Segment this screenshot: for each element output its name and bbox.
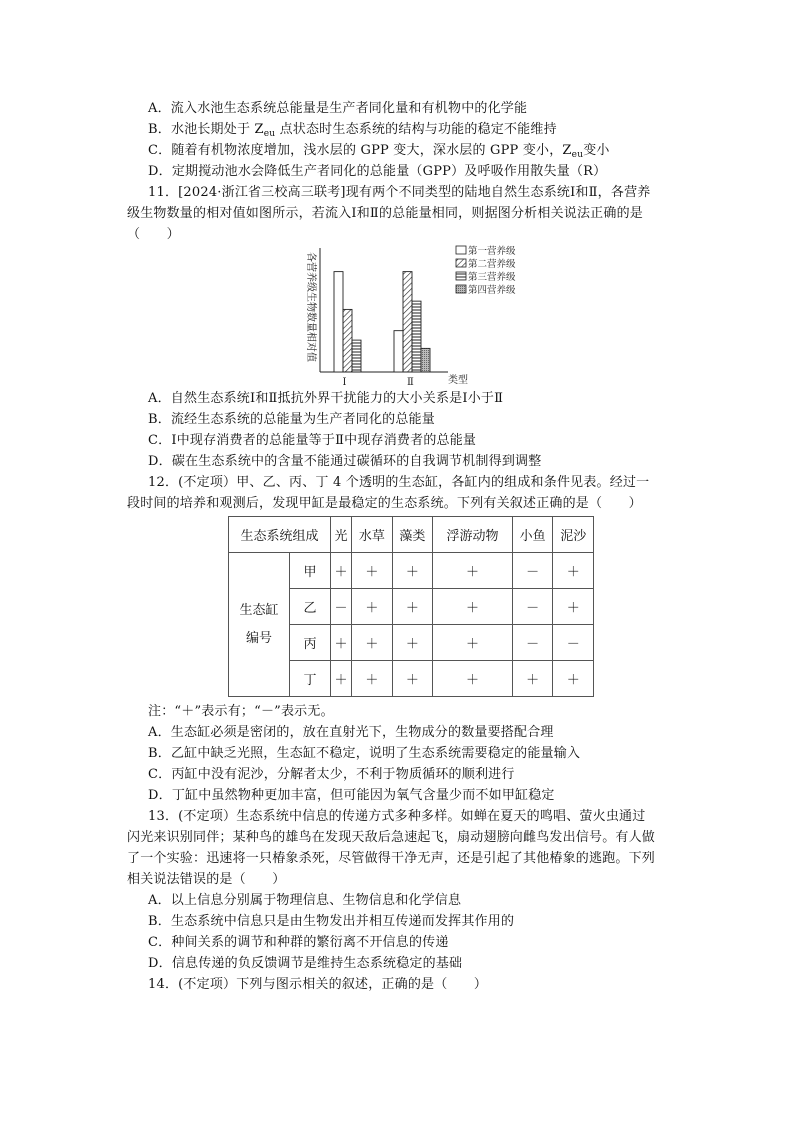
table-cell: － (512, 589, 553, 625)
q12-option-a: A．生态缸必须是密闭的，放在直射光下，生物成分的数量要搭配合理 (148, 725, 554, 740)
table-cell: ＋ (331, 661, 352, 697)
table-header-cell: 藻类 (392, 517, 433, 553)
chart-x-ticks (343, 377, 415, 388)
x-tick-label: Ⅱ (407, 377, 414, 388)
q12-option-d: D．丁缸中虽然物种更加丰富，但可能因为氧气含量少而不如甲缸稳定 (148, 788, 555, 803)
legend-label-1: 第一营养级 (468, 246, 516, 257)
table-header-cell: 小鱼 (512, 517, 553, 553)
q11-option-d: D．碳在生态系统中的含量不能通过碳循环的自我调节机制得到调整 (148, 454, 542, 469)
q11-stem-line2: 级生物数量的相对值如图所示，若流入Ⅰ和Ⅱ的总能量相同，则据图分析相关说法正确的是 (127, 206, 643, 221)
bar-2-series-2 (403, 272, 412, 372)
table-cell: ＋ (553, 553, 594, 589)
table-cell: ＋ (352, 553, 393, 589)
table-row-group-label (229, 553, 290, 697)
prev-option-c-subscript: eu (571, 150, 584, 160)
eco-jar-table (228, 516, 594, 697)
chart-bars (334, 272, 430, 372)
q13-option-b: B．生态系统中信息只是由生物发出并相互传递而发挥其作用的 (148, 914, 515, 929)
table-header-cell: 生态系统组成 (229, 517, 331, 553)
bar-2-series-3 (412, 301, 421, 372)
legend-swatch-2 (456, 259, 466, 267)
prev-option-d: D．定期搅动池水会降低生产者同化的总能量（GPP）及呼吸作用散失量（R） (148, 164, 607, 179)
q12-option-c: C．丙缸中没有泥沙，分解者太少，不利于物质循环的顺利进行 (148, 767, 515, 782)
table-cell: ＋ (553, 589, 594, 625)
table-cell: ＋ (352, 661, 393, 697)
prev-option-b-subscript: eu (263, 129, 276, 139)
prev-option-c (148, 141, 610, 161)
prev-option-b (148, 120, 557, 140)
legend-label-4: 第四营养级 (468, 285, 516, 296)
table-cell: ＋ (512, 661, 553, 697)
table-cell: ＋ (352, 625, 393, 661)
q12-stem-line1: 12．(不定项）甲、乙、丙、丁 4 个透明的生态缸，各缸内的组成和条件见表。经过一 (148, 475, 650, 490)
legend-swatch-1 (456, 246, 466, 254)
prev-option-a: A．流入水池生态系统总能量是生产者同化量和有机物中的化学能 (148, 101, 528, 116)
prev-option-c-text: C．随着有机物浓度增加，浅水层的 GPP 变大，深水层的 GPP 变小，Z (148, 143, 572, 158)
table-row-name: 乙 (290, 589, 331, 625)
table-cell: － (553, 625, 594, 661)
legend-swatch-3 (456, 272, 466, 280)
chart-y-label: 各营养级生物数量相对值 (305, 252, 316, 362)
x-tick-label: Ⅰ (342, 377, 347, 388)
table-header-cell: 泥沙 (553, 517, 594, 553)
table-cell: ＋ (352, 589, 393, 625)
q13-stem-line2: 闪光来识别同伴；某种鸟的雄鸟在发现天敌后急速起飞，扇动翅膀向雌鸟发出信号。有人做 (127, 830, 656, 845)
table-header-cell: 水草 (352, 517, 393, 553)
table-cell: ＋ (433, 589, 513, 625)
q12-table-note: 注：“＋”表示有；“－”表示无。 (148, 704, 334, 719)
table-cell: ＋ (392, 589, 433, 625)
q13-option-c: C．种间关系的调节和种群的繁衍离不开信息的传递 (148, 935, 449, 950)
table-cell: － (512, 553, 553, 589)
prev-option-c-rest: 变小 (583, 143, 610, 158)
table-cell: － (512, 625, 553, 661)
legend-label-3: 第三营养级 (468, 272, 516, 283)
table-cell: ＋ (433, 625, 513, 661)
table-cell: ＋ (331, 625, 352, 661)
table-header-cell: 光 (331, 517, 352, 553)
q13-stem-line4: 相关说法错误的是（ ） (127, 872, 286, 887)
bar-1-series-1 (334, 272, 343, 372)
legend-label-2: 第二营养级 (468, 259, 516, 270)
table-cell: ＋ (553, 661, 594, 697)
table-cell: ＋ (392, 553, 433, 589)
q12-stem-line2: 段时间的培养和观测后，发现甲缸是最稳定的生态系统。下列有关叙述正确的是（ ） (127, 496, 642, 511)
table-cell: ＋ (433, 661, 513, 697)
prev-option-b-text: B．水池长期处于 Z (148, 122, 264, 137)
q13-option-d: D．信息传递的负反馈调节是维持生态系统稳定的基础 (148, 956, 463, 971)
q11-option-a: A．自然生态系统Ⅰ和Ⅱ抵抗外界干扰能力的大小关系是Ⅰ小于Ⅱ (148, 391, 504, 406)
table-row-name: 甲 (290, 553, 331, 589)
table-cell: ＋ (433, 553, 513, 589)
bar-1-series-2 (343, 309, 352, 372)
prev-option-b-rest: 点状态时生态系统的结构与功能的稳定不能维持 (275, 122, 557, 137)
q11-option-c: C．Ⅰ中现存消费者的总能量等于Ⅱ中现存消费者的总能量 (148, 433, 477, 448)
row-group-label-line2: 编号 (245, 630, 272, 646)
table-header-row (229, 517, 594, 553)
q13-stem-line3: 了一个实验：迅速将一只椿象杀死，尽管做得干净无声，还是引起了其他椿象的逃跑。下列 (127, 851, 656, 866)
table-cell: ＋ (392, 625, 433, 661)
bar-1-series-3 (352, 340, 361, 372)
q13-option-a: A．以上信息分别属于物理信息、生物信息和化学信息 (148, 893, 462, 908)
q12-option-b: B．乙缸中缺乏光照，生态缸不稳定，说明了生态系统需要稳定的能量输入 (148, 746, 581, 761)
q11-option-b: B．流经生态系统的总能量为生产者同化的总能量 (148, 412, 435, 427)
legend-swatch-4 (456, 285, 466, 293)
q13-stem-line1: 13．(不定项）生态系统中信息的传递方式多种多样。如蝉在夏天的鸣唱、萤火虫通过 (148, 809, 646, 824)
bar-2-series-4 (421, 348, 430, 372)
q11-stem-line1: 11．[2024·浙江省三校高三联考]现有两个不同类型的陆地自然生态系统Ⅰ和Ⅱ，各营养 (148, 185, 651, 200)
chart-x-label: 类型 (448, 375, 468, 386)
table-cell: － (331, 589, 352, 625)
table-header-cell: 浮游动物 (433, 517, 513, 553)
chart-legend (456, 245, 516, 296)
row-group-label-line1: 生态缸 (239, 602, 279, 618)
table-row-name: 丙 (290, 625, 331, 661)
table-cell: ＋ (331, 553, 352, 589)
bar-2-series-1 (394, 331, 403, 372)
trophic-level-bar-chart (290, 240, 530, 390)
q14-stem-line1: 14．(不定项）下列与图示相关的叙述，正确的是（ ） (148, 977, 488, 992)
table-row-name: 丁 (290, 661, 331, 697)
table-cell: ＋ (392, 661, 433, 697)
q11-stem-line3: （ ） (127, 227, 180, 242)
table-row (229, 553, 594, 589)
